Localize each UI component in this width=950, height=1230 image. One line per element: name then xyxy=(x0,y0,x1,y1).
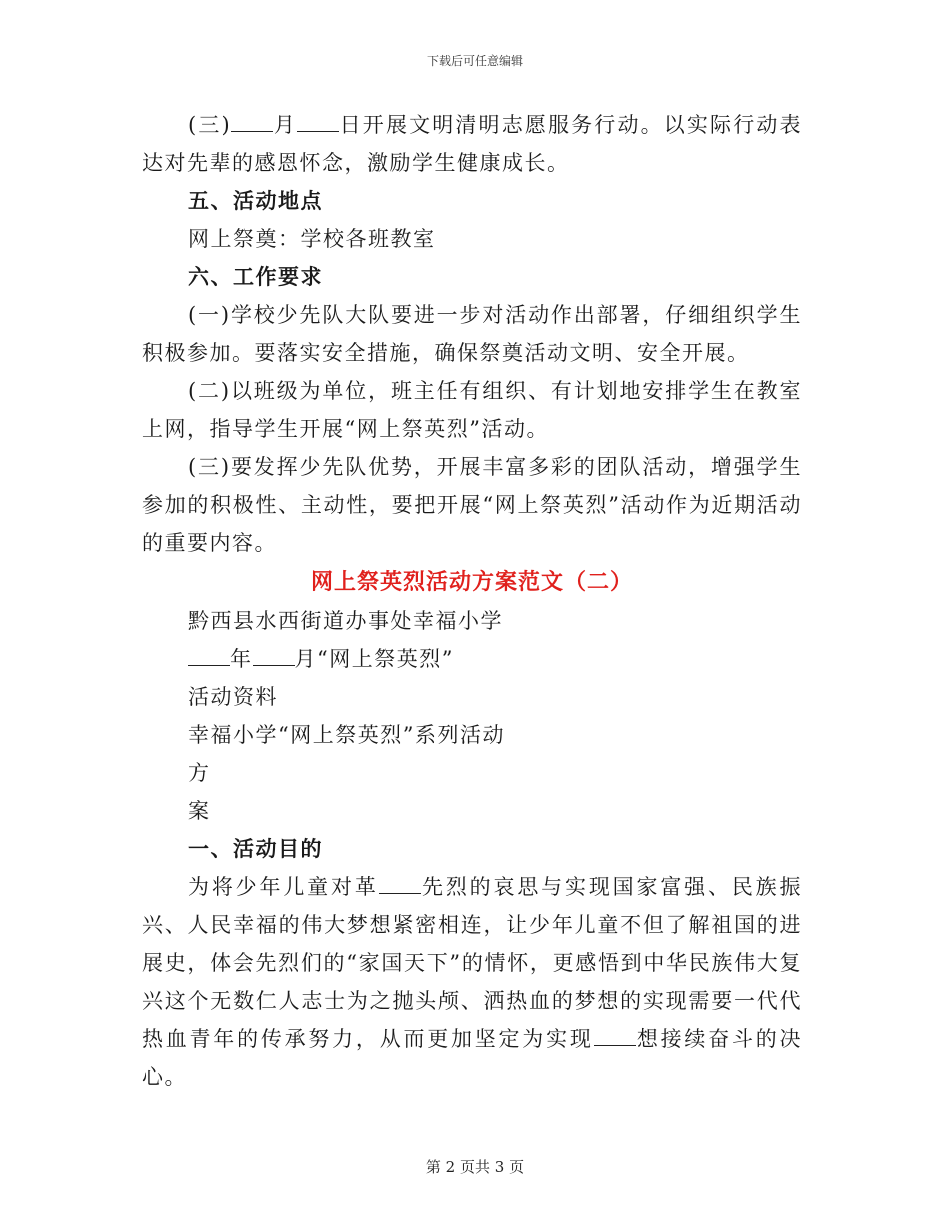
item3-text: 日开展文明清明志愿服务行动。以实际行动表达对先辈的感恩怀念，激励学生健康成长。 xyxy=(142,113,803,175)
blank-line xyxy=(297,111,339,132)
section6-heading: 六、工作要求 xyxy=(188,265,323,289)
section-title-2: 网上祭英烈活动方案范文（二） xyxy=(310,569,633,595)
fang-line: 方 xyxy=(188,761,211,785)
requirement-1: (一)学校少先队大队要进一步对活动作出部署，仔细组织学生积极参加。要落实安全措施，确保祭奠活动文明、安全开展。 xyxy=(142,303,802,365)
item3-prefix: (三) xyxy=(188,113,232,137)
date-rest: 月“网上祭英烈” xyxy=(294,647,454,671)
page-header: 下载后可任意编辑 xyxy=(426,54,523,68)
blank-line xyxy=(188,645,230,666)
an-line: 案 xyxy=(188,799,211,823)
requirement-2: (二)以班级为单位，班主任有组织、有计划地安排学生在教室上网，指导学生开展“网上祭英烈”活动。 xyxy=(142,379,802,441)
paragraph-item3 xyxy=(142,106,802,182)
section1-heading: 一、活动目的 xyxy=(188,837,323,861)
page-footer: 第 2 页共 3 页 xyxy=(425,1158,525,1176)
blank-line xyxy=(253,645,295,666)
blank-line xyxy=(379,873,421,894)
school-name: 黔西县水西街道办事处幸福小学 xyxy=(188,609,503,633)
purpose-paragraph xyxy=(142,868,802,1096)
date-year: 年 xyxy=(230,647,253,671)
series-line: 幸福小学“网上祭英烈”系列活动 xyxy=(188,723,505,747)
date-line xyxy=(142,640,802,678)
section5-text: 网上祭奠：学校各班教室 xyxy=(188,227,436,251)
blank-line xyxy=(594,1025,636,1046)
purpose-pre: 为将少年儿童对革 xyxy=(188,875,379,899)
blank-line xyxy=(231,111,273,132)
requirement-3: (三)要发挥少先队优势，开展丰富多彩的团队活动，增强学生参加的积极性、主动性，要把开展“网上祭英烈”活动作为近期活动的重要内容。 xyxy=(142,455,802,555)
document-body xyxy=(142,106,802,1096)
section5-heading: 五、活动地点 xyxy=(188,189,323,213)
item3-month: 月 xyxy=(273,113,297,137)
material-line: 活动资料 xyxy=(188,685,278,709)
purpose-post: 想接续奋斗的决心。 xyxy=(142,1027,803,1089)
purpose-mid: 先烈的哀思与实现国家富强、民族振兴、人民幸福的伟大梦想紧密相连，让少年儿童不但了解祖国的进展史，体会先烈们的“家国天下”的情怀，更感悟到中华民族伟大复兴这个无数仁人志士为之抛头颅、洒热血的梦想的实现需要一代代热血青年的传承努力，从而更加坚定为实现 xyxy=(142,875,803,1051)
